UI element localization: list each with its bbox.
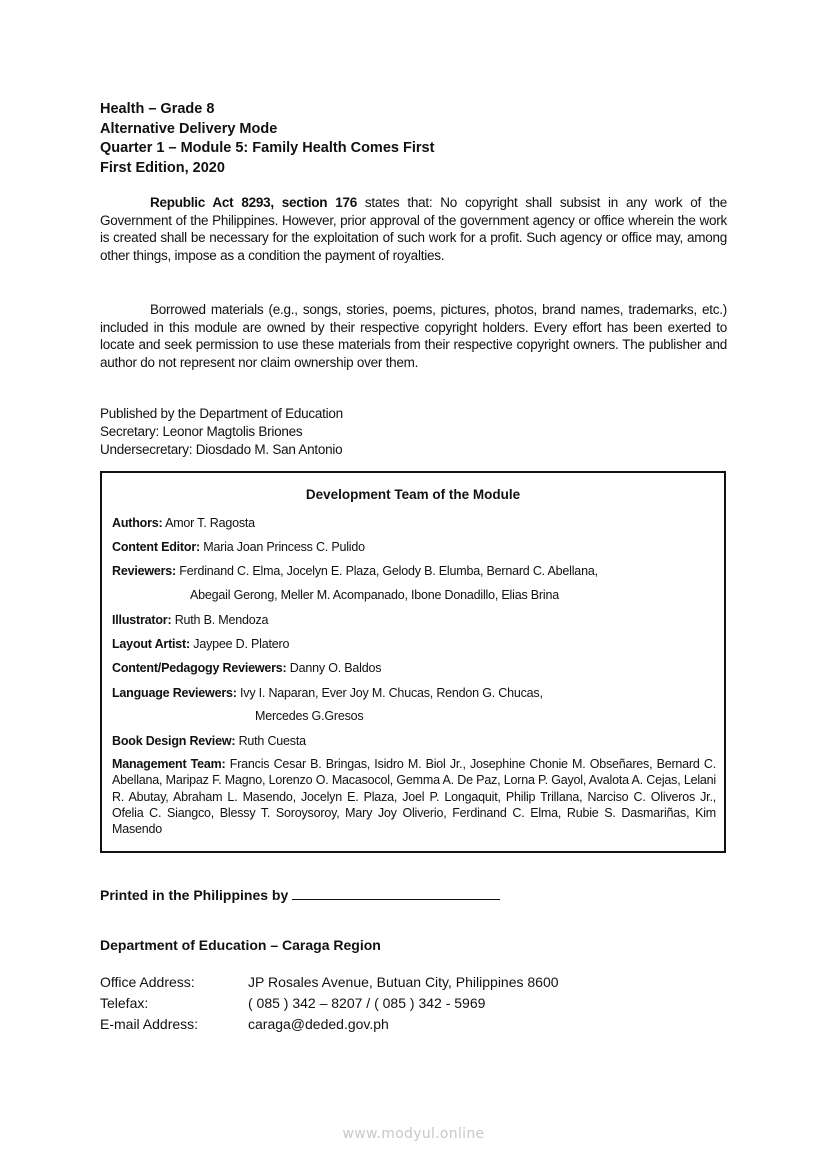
team-book-design <box>112 733 306 749</box>
language-reviewers-continuation: Mercedes G.Gresos <box>255 709 364 723</box>
team-content-editor <box>112 539 365 555</box>
authors-label: Authors: <box>112 516 163 530</box>
team-illustrator <box>112 612 268 628</box>
layout-artist-value: Jaypee D. Platero <box>190 637 290 651</box>
edition: First Edition, 2020 <box>100 159 225 176</box>
development-team-box <box>100 471 726 853</box>
copyright-paragraph <box>100 194 727 264</box>
region-title: Department of Education – Caraga Region <box>100 937 381 953</box>
illustrator-label: Illustrator: <box>112 613 172 627</box>
authors-value: Amor T. Ragosta <box>162 516 255 530</box>
team-layout-artist <box>112 636 289 652</box>
language-reviewers-value: Ivy I. Naparan, Ever Joy M. Chucas, Rendon G. Chucas, <box>236 686 543 700</box>
telefax-label: Telefax: <box>100 995 149 1011</box>
watermark: www.modyul.online <box>342 1126 485 1142</box>
republic-act-reference: Republic Act 8293, section 176 <box>150 195 357 210</box>
borrowed-materials-text: Borrowed materials (e.g., songs, stories, poems, pictures, photos, brand names, trademarks, etc.) included in this module are owned by their respective copyright holders. Every effort has been exerted to locate and seek permission to use these materials from their respective copyright owners. The publisher and author do not represent nor claim ownership over them. <box>100 302 727 370</box>
printed-by-label: Printed in the Philippines by <box>100 887 289 903</box>
module-title-block <box>100 100 434 178</box>
borrowed-materials-paragraph <box>100 301 727 371</box>
email-value: caraga@deded.gov.ph <box>248 1016 389 1032</box>
publisher-info <box>100 405 343 458</box>
team-pedagogy-reviewers <box>112 660 381 676</box>
module-title: Quarter 1 – Module 5: Family Health Comes First <box>100 140 435 156</box>
delivery-mode: Alternative Delivery Mode <box>100 120 278 137</box>
email-label: E-mail Address: <box>100 1016 199 1032</box>
office-address-row <box>100 972 559 993</box>
copyright-text: states that: No copyright shall subsist in any work of the Government of the Philippines. However, prior approval of the government agency or office wherein the work is created shall be necessary for the exploitation of such work for a profit. Such agency or office may, among other things, impose as a condition the payment of royalties. <box>100 195 727 263</box>
printer-blank-line <box>292 885 500 900</box>
reviewers-label: Reviewers: <box>112 564 177 578</box>
office-address-value: JP Rosales Avenue, Butuan City, Philippines 8600 <box>248 974 559 990</box>
published-by: Published by the Department of Education <box>100 406 343 421</box>
office-address-label: Office Address: <box>100 974 195 990</box>
secretary: Secretary: Leonor Magtolis Briones <box>100 423 303 439</box>
reviewers-continuation: Abegail Gerong, Meller M. Acompanado, Ibone Donadillo, Elias Brina <box>190 588 559 602</box>
language-reviewers-label: Language Reviewers: <box>112 686 237 700</box>
management-value: Francis Cesar B. Bringas, Isidro M. Biol Jr., Josephine Chonie M. Obseñares, Bernard C. Abellana, Maripaz F. Magno, Lorenzo O. Macasocol, Gemma A. De Paz, Lorna P. Gayol, Avalota A. Cejas, Lelani R. Abutay, Abraham L. Masendo, Jocelyn E. Plaza, Joel P. Longaquit, Philip Trillana, Narciso C. Oliveros Jr., Ofelia C. Siangco, Blessy T. Soroysoroy, Mary Joy Oliverio, Ferdinand C. Elma, Rubie S. Dasmariñas, Kim Masendo <box>112 757 716 837</box>
printed-by <box>100 885 500 903</box>
team-authors <box>112 515 255 531</box>
subject-grade: Health – Grade 8 <box>100 101 215 117</box>
pedagogy-reviewers-value: Danny O. Baldos <box>286 661 382 675</box>
content-editor-value: Maria Joan Princess C. Pulido <box>199 540 365 554</box>
pedagogy-reviewers-label: Content/Pedagogy Reviewers: <box>112 661 287 675</box>
team-title: Development Team of the Module <box>305 487 521 502</box>
reviewers-value: Ferdinand C. Elma, Jocelyn E. Plaza, Gelody B. Elumba, Bernard C. Abellana, <box>176 564 598 578</box>
illustrator-value: Ruth B. Mendoza <box>171 613 269 627</box>
team-reviewers <box>112 563 598 579</box>
management-label: Management Team: <box>112 757 226 771</box>
email-row <box>100 1014 559 1035</box>
team-management <box>112 756 716 837</box>
book-design-value: Ruth Cuesta <box>235 734 306 748</box>
content-editor-label: Content Editor: <box>112 540 200 554</box>
telefax-value: ( 085 ) 342 – 8207 / ( 085 ) 342 - 5969 <box>248 995 486 1011</box>
book-design-label: Book Design Review: <box>112 734 236 748</box>
telefax-row <box>100 993 559 1014</box>
layout-artist-label: Layout Artist: <box>112 637 190 651</box>
undersecretary: Undersecretary: Diosdado M. San Antonio <box>100 441 343 457</box>
contact-info <box>100 972 559 1035</box>
team-language-reviewers <box>112 685 543 701</box>
